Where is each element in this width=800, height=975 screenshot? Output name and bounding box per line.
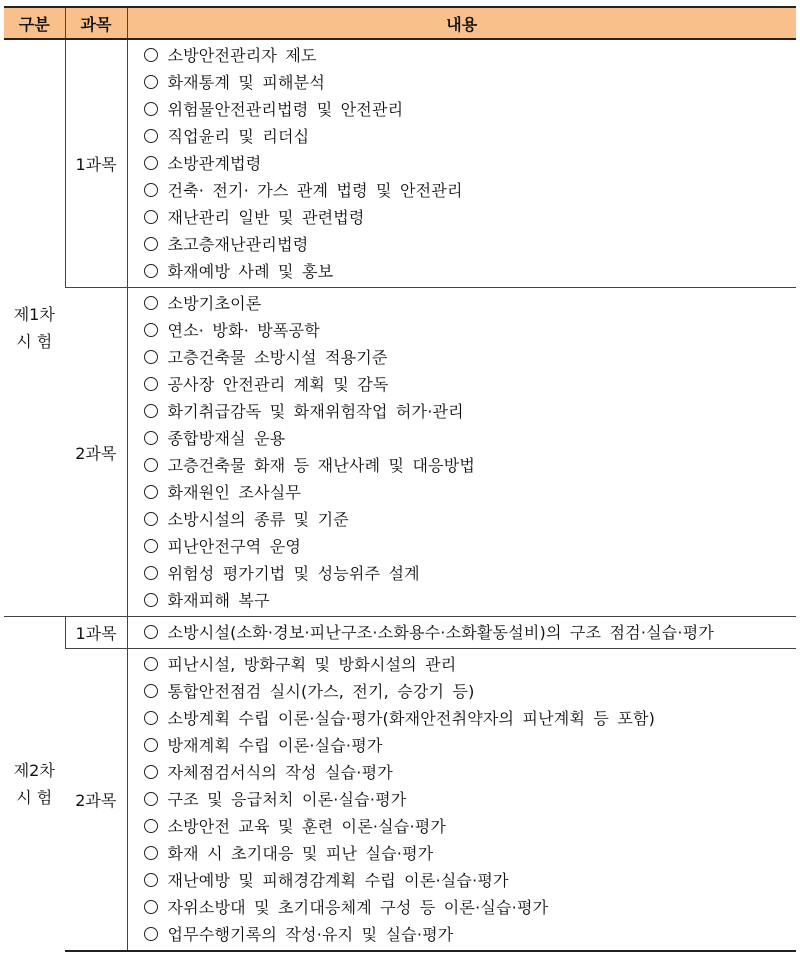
list-item-text: 화기취급감독 및 화재위험작업 허가·관리 bbox=[167, 402, 464, 421]
list-item bbox=[140, 42, 797, 69]
list-item bbox=[140, 204, 797, 231]
list-item-text: 화재피해 복구 bbox=[167, 591, 270, 610]
exam1-label-line1: 제1차 bbox=[13, 305, 55, 324]
circle-bullet-icon bbox=[144, 539, 158, 553]
circle-bullet-icon bbox=[144, 102, 158, 116]
circle-bullet-icon bbox=[144, 684, 158, 698]
list-item-text: 화재예방 사례 및 홍보 bbox=[167, 262, 334, 281]
circle-bullet-icon bbox=[144, 183, 158, 197]
list-item bbox=[140, 651, 797, 678]
list-item bbox=[140, 371, 797, 398]
list-item bbox=[140, 587, 797, 614]
list-item bbox=[140, 123, 797, 150]
circle-bullet-icon bbox=[144, 485, 158, 499]
list-item bbox=[140, 231, 797, 258]
circle-bullet-icon bbox=[144, 210, 158, 224]
exam2-subject2-row bbox=[4, 649, 796, 952]
list-item-text: 소방계획 수립 이론·실습·평가(화재안전취약자의 피난계획 등 포함) bbox=[167, 709, 656, 728]
list-item-text: 업무수행기록의 작성·유지 및 실습·평가 bbox=[167, 925, 454, 944]
list-item-text: 피난시설, 방화구획 및 방화시설의 관리 bbox=[167, 655, 457, 674]
exam-content-table bbox=[4, 6, 796, 952]
circle-bullet-icon bbox=[144, 873, 158, 887]
list-item bbox=[140, 759, 797, 786]
exam1-subject2-items bbox=[127, 288, 796, 617]
list-item-text: 소방시설(소화·경보·피난구조·소화용수·소화활동설비)의 구조 점검·실습·평가 bbox=[167, 623, 715, 642]
list-item-text: 고층건축물 화재 등 재난사례 및 대응방법 bbox=[167, 456, 476, 475]
circle-bullet-icon bbox=[144, 765, 158, 779]
circle-bullet-icon bbox=[144, 48, 158, 62]
list-item bbox=[140, 96, 797, 123]
list-item-text: 건축· 전기· 가스 관계 법령 및 안전관리 bbox=[167, 181, 463, 200]
list-item-text: 소방안전 교육 및 훈련 이론·실습·평가 bbox=[167, 817, 447, 836]
list-item bbox=[140, 732, 797, 759]
list-item bbox=[140, 258, 797, 285]
list-item-text: 소방관계법령 bbox=[167, 154, 262, 173]
list-item bbox=[140, 344, 797, 371]
list-item-text: 재난예방 및 피해경감계획 수립 이론·실습·평가 bbox=[167, 871, 509, 890]
list-item bbox=[140, 678, 797, 705]
list-item bbox=[140, 840, 797, 867]
circle-bullet-icon bbox=[144, 566, 158, 580]
list-item bbox=[140, 506, 797, 533]
list-item-text: 재난관리 일반 및 관련법령 bbox=[167, 208, 365, 227]
circle-bullet-icon bbox=[144, 129, 158, 143]
list-item bbox=[140, 894, 797, 921]
list-item-text: 공사장 안전관리 계획 및 감독 bbox=[167, 375, 389, 394]
list-item bbox=[140, 290, 797, 317]
circle-bullet-icon bbox=[144, 593, 158, 607]
circle-bullet-icon bbox=[144, 819, 158, 833]
circle-bullet-icon bbox=[144, 323, 158, 337]
header-content: 내용 bbox=[127, 7, 796, 39]
list-item bbox=[140, 425, 797, 452]
list-item-text: 직업윤리 및 리더십 bbox=[167, 127, 310, 146]
list-item bbox=[140, 452, 797, 479]
header-category: 구분 bbox=[4, 7, 65, 39]
list-item-text: 방재계획 수립 이론·실습·평가 bbox=[167, 736, 383, 755]
list-item-text: 화재통계 및 피해분석 bbox=[167, 73, 325, 92]
exam2-subject1-items bbox=[127, 617, 796, 649]
list-item bbox=[140, 398, 797, 425]
circle-bullet-icon bbox=[144, 458, 158, 472]
list-item-text: 소방시설의 종류 및 기준 bbox=[167, 510, 349, 529]
exam1-subject2-name: 2과목 bbox=[65, 288, 127, 617]
list-item-text: 자체점검서식의 작성 실습·평가 bbox=[167, 763, 393, 782]
list-item bbox=[140, 560, 797, 587]
list-item-text: 초고층재난관리법령 bbox=[167, 235, 309, 254]
exam1-subject1-name: 1과목 bbox=[65, 39, 127, 288]
circle-bullet-icon bbox=[144, 657, 158, 671]
circle-bullet-icon bbox=[144, 711, 158, 725]
list-item bbox=[140, 177, 797, 204]
list-item-text: 소방안전관리자 제도 bbox=[167, 46, 317, 65]
exam1-subject1-row bbox=[4, 39, 796, 288]
list-item bbox=[140, 921, 797, 948]
circle-bullet-icon bbox=[144, 512, 158, 526]
list-item-text: 연소· 방화· 방폭공학 bbox=[167, 321, 320, 340]
list-item-text: 고층건축물 소방시설 적용기준 bbox=[167, 348, 388, 367]
exam2-subject1-name: 1과목 bbox=[65, 617, 127, 649]
circle-bullet-icon bbox=[144, 900, 158, 914]
list-item-text: 통합안전점검 실시(가스, 전기, 승강기 등) bbox=[167, 682, 475, 701]
circle-bullet-icon bbox=[144, 404, 158, 418]
circle-bullet-icon bbox=[144, 431, 158, 445]
circle-bullet-icon bbox=[144, 75, 158, 89]
list-item bbox=[140, 867, 797, 894]
list-item bbox=[140, 786, 797, 813]
list-item-text: 구조 및 응급처치 이론·실습·평가 bbox=[167, 790, 407, 809]
circle-bullet-icon bbox=[144, 296, 158, 310]
list-item-text: 종합방재실 운용 bbox=[167, 429, 286, 448]
list-item bbox=[140, 533, 797, 560]
circle-bullet-icon bbox=[144, 264, 158, 278]
list-item bbox=[140, 479, 797, 506]
exam2-label-line1: 제2차 bbox=[13, 761, 55, 780]
list-item bbox=[140, 69, 797, 96]
circle-bullet-icon bbox=[144, 738, 158, 752]
circle-bullet-icon bbox=[144, 625, 158, 639]
exam1-category-cell bbox=[4, 39, 65, 617]
list-item-text: 위험물안전관리법령 및 안전관리 bbox=[167, 100, 404, 119]
exam2-category-cell bbox=[4, 617, 65, 952]
circle-bullet-icon bbox=[144, 846, 158, 860]
circle-bullet-icon bbox=[144, 350, 158, 364]
list-item-text: 화재원인 조사실무 bbox=[167, 483, 302, 502]
exam-content-table-wrapper bbox=[4, 6, 796, 952]
list-item bbox=[140, 150, 797, 177]
exam2-subject2-name: 2과목 bbox=[65, 649, 127, 952]
exam1-subject2-row bbox=[4, 288, 796, 617]
circle-bullet-icon bbox=[144, 927, 158, 941]
circle-bullet-icon bbox=[144, 377, 158, 391]
list-item-text: 화재 시 초기대응 및 피난 실습·평가 bbox=[167, 844, 434, 863]
exam1-label-line2: 시 험 bbox=[16, 332, 53, 351]
exam2-subject1-row bbox=[4, 617, 796, 649]
list-item-text: 소방기초이론 bbox=[167, 294, 262, 313]
list-item-text: 위험성 평가기법 및 성능위주 설계 bbox=[167, 564, 420, 583]
list-item bbox=[140, 619, 797, 646]
list-item bbox=[140, 813, 797, 840]
list-item-text: 자위소방대 및 초기대응체계 구성 등 이론·실습·평가 bbox=[167, 898, 549, 917]
list-item bbox=[140, 317, 797, 344]
list-item-text: 피난안전구역 운영 bbox=[167, 537, 302, 556]
exam2-label-line2: 시 험 bbox=[16, 788, 53, 807]
header-row bbox=[4, 7, 796, 39]
exam2-subject2-items bbox=[127, 649, 796, 952]
header-subject: 과목 bbox=[65, 7, 127, 39]
exam1-subject1-items bbox=[127, 39, 796, 288]
list-item bbox=[140, 705, 797, 732]
circle-bullet-icon bbox=[144, 792, 158, 806]
circle-bullet-icon bbox=[144, 237, 158, 251]
circle-bullet-icon bbox=[144, 156, 158, 170]
